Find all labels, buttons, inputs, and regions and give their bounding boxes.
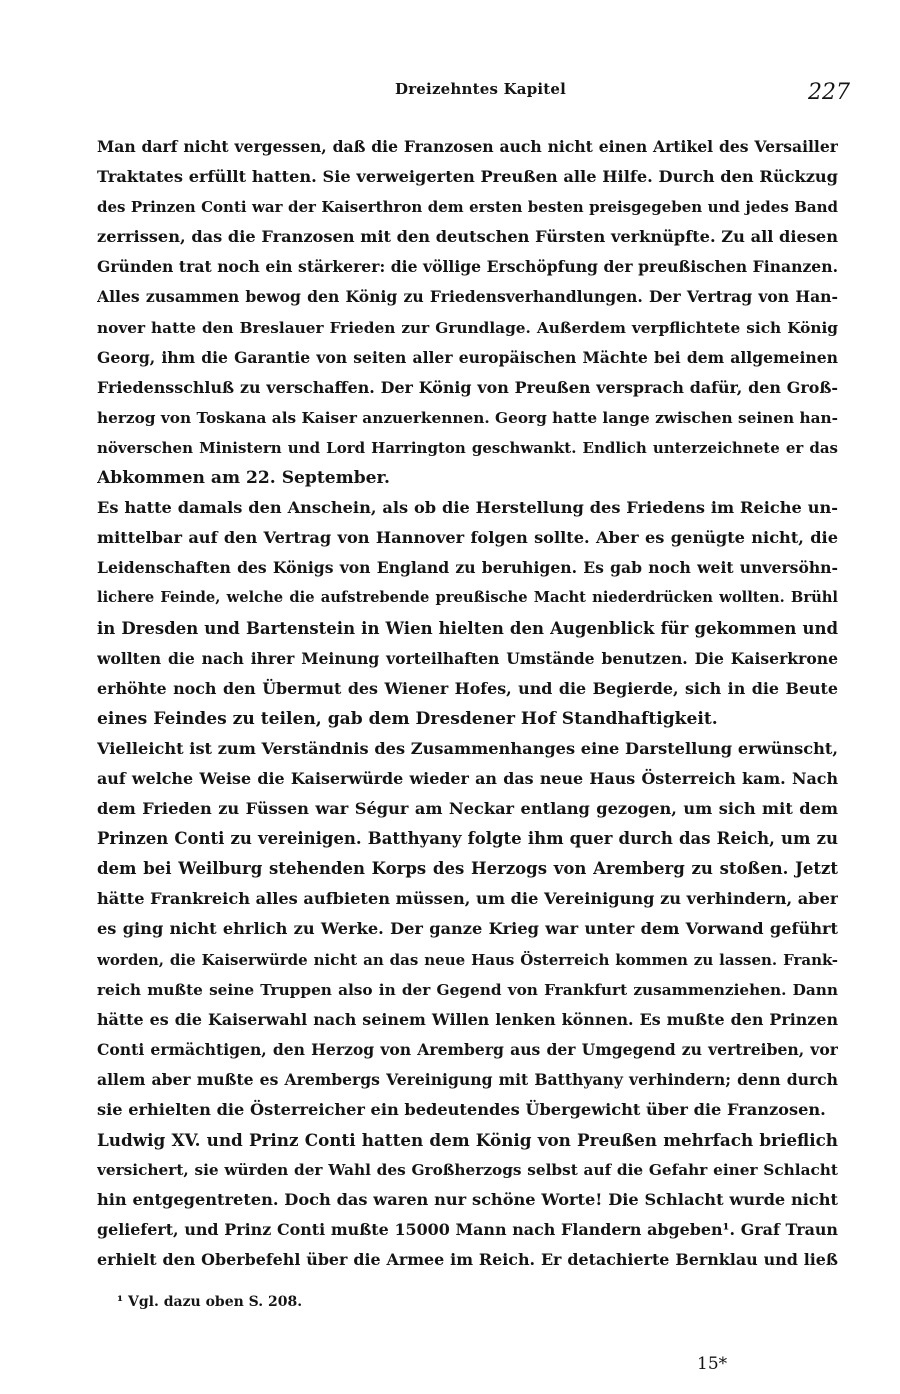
footnote: ¹ Vgl. dazu oben S. 208. [117, 1294, 303, 1310]
text-line: herzog von Toskana als Kaiser anzuerkennen. Georg hatte lange zwischen seinen han- [97, 408, 838, 427]
text-line: versichert, sie würden der Wahl des Großherzogs selbst auf die Gefahr einer Schlacht [97, 1161, 838, 1180]
text-line: Es hatte damals den Anschein, als ob die Herstellung des Friedens im Reiche un- [97, 498, 838, 518]
text-line: Alles zusammen bewog den König zu Friedensverhandlungen. Der Vertrag von Han- [97, 287, 838, 307]
text-line: hätte es die Kaiserwahl nach seinem Willen lenken können. Es mußte den Prinzen [97, 1009, 838, 1029]
text-line: allem aber mußte es Arembergs Vereinigung mit Batthyany verhindern; denn durch [97, 1069, 838, 1089]
text-line: Prinzen Conti zu vereinigen. Batthyany folgte ihm quer durch das Reich, um zu [97, 829, 838, 849]
text-line: des Prinzen Conti war der Kaiserthron dem ersten besten preisgegeben und jedes Band [97, 198, 838, 217]
text-line: Man darf nicht vergessen, daß die Franzosen auch nicht einen Artikel des Versailler [97, 137, 838, 156]
text-line: növerschen Ministern und Lord Harrington geschwankt. Endlich unterzeichnete er das [97, 438, 838, 457]
text-line: Conti ermächtigen, den Herzog von Aremberg aus der Umgegend zu vertreiben, vor [97, 1039, 838, 1059]
text-line: Traktates erfüllt hatten. Sie verweigerten Preußen alle Hilfe. Durch den Rückzug [97, 167, 838, 187]
text-line: Leidenschaften des Königs von England zu beruhigen. Es gab noch weit unversöhn- [97, 558, 838, 578]
text-line: Georg, ihm die Garantie von seiten aller europäischen Mächte bei dem allgemeinen [97, 347, 838, 367]
text-line: Gründen trat noch ein stärkerer: die völlige Erschöpfung der preußischen Finanzen. [97, 257, 838, 277]
text-line: sie erhielten die Österreicher ein bedeutendes Übergewicht über die Franzosen. [97, 1100, 826, 1119]
text-line: worden, die Kaiserwürde nicht an das neue Haus Österreich kommen zu lassen. Frank- [97, 950, 838, 969]
signature-mark: 15* [697, 1354, 728, 1374]
text-line: es ging nicht ehrlich zu Werke. Der ganze Krieg war unter dem Vorwand geführt [97, 919, 838, 939]
text-line: Ludwig XV. und Prinz Conti hatten dem König von Preußen mehrfach brieflich [97, 1130, 838, 1151]
text-line: hin entgegentreten. Doch das waren nur schöne Worte! Die Schlacht wurde nicht [97, 1190, 838, 1210]
text-line: dem Frieden zu Füssen war Ségur am Neckar entlang gezogen, um sich mit dem [97, 799, 838, 819]
text-line: Vielleicht ist zum Verständnis des Zusammenhanges eine Darstellung erwünscht, [97, 738, 838, 758]
text-line: nover hatte den Breslauer Frieden zur Grundlage. Außerdem verpflichtete sich König [97, 318, 838, 337]
text-line: eines Feindes zu teilen, gab dem Dresdener Hof Standhaftigkeit. [97, 708, 718, 729]
body-text [97, 132, 838, 1276]
text-line: wollten die nach ihrer Meinung vorteilhaften Umstände benutzen. Die Kaiserkrone [97, 648, 838, 668]
text-line: reich mußte seine Truppen also in der Gegend von Frankfurt zusammenziehen. Dann [97, 980, 838, 999]
text-line: geliefert, und Prinz Conti mußte 15000 Mann nach Flandern abgeben¹. Graf Traun [97, 1220, 838, 1240]
text-line: zerrissen, das die Franzosen mit den deutschen Fürsten verknüpfte. Zu all diesen [97, 227, 838, 247]
page-number: 227 [808, 80, 850, 105]
text-line: auf welche Weise die Kaiserwürde wieder an das neue Haus Österreich kam. Nach [97, 768, 838, 788]
text-line: erhöhte noch den Übermut des Wiener Hofes, und die Begierde, sich in die Beute [97, 678, 838, 698]
running-head: Dreizehntes Kapitel [395, 80, 567, 98]
text-line: Friedensschluß zu verschaffen. Der König von Preußen versprach dafür, den Groß- [97, 377, 838, 397]
text-line: dem bei Weilburg stehenden Korps des Herzogs von Aremberg zu stoßen. Jetzt [97, 859, 838, 879]
text-line: lichere Feinde, welche die aufstrebende preußische Macht niederdrücken wollten. Brühl [97, 589, 838, 607]
text-line: Abkommen am 22. September. [97, 468, 390, 489]
text-line: in Dresden und Bartenstein in Wien hielten den Augenblick für gekommen und [97, 618, 838, 638]
text-line: mittelbar auf den Vertrag von Hannover folgen sollte. Aber es genügte nicht, die [97, 528, 838, 548]
text-line: hätte Frankreich alles aufbieten müssen, um die Vereinigung zu verhindern, aber [97, 889, 838, 909]
text-line: erhielt den Oberbefehl über die Armee im Reich. Er detachierte Bernklau und ließ [97, 1250, 838, 1270]
